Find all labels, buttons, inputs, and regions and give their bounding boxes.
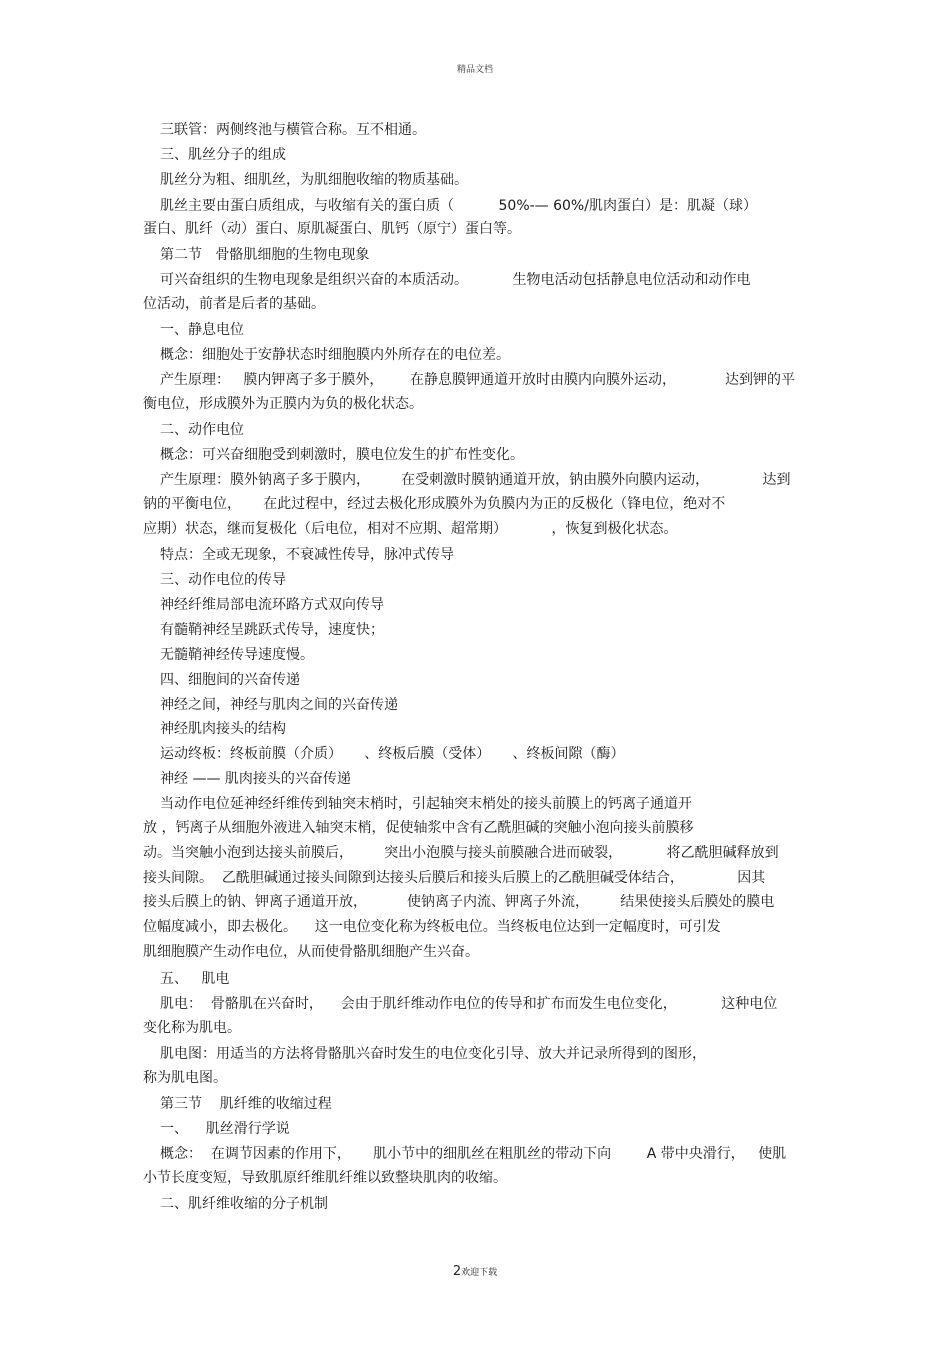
page-footer xyxy=(0,1260,950,1279)
text-line: 衡电位，形成膜外为正膜内为负的极化状态。 xyxy=(143,396,423,412)
text-line: 肌电： 骨骼肌在兴奋时， 会由于肌纤维动作电位的传导和扩布而发生电位变化， 这种电位 xyxy=(160,996,778,1012)
text-line: 肌丝分为粗、细肌丝，为肌细胞收缩的物质基础。 xyxy=(160,172,468,188)
text-line: 位活动，前者是后者的基础。 xyxy=(143,296,325,312)
text-line: 有髓鞘神经呈跳跃式传导，速度快； xyxy=(160,622,384,638)
text-line: 神经纤维局部电流环路方式双向传导 xyxy=(160,597,384,613)
text-line: 肌丝主要由蛋白质组成，与收缩有关的蛋白质（ 50%-— 60%/肌肉蛋白）是：肌凝（球） xyxy=(160,198,757,214)
text-line: 小节长度变短，导致肌原纤维肌纤维以致整块肌肉的收缩。 xyxy=(143,1170,507,1186)
text-line: 概念：可兴奋细胞受到刺激时，膜电位发生的扩布性变化。 xyxy=(160,447,524,463)
text-line: 动。当突触小泡到达接头前膜后， 突出小泡膜与接头前膜融合进而破裂， 将乙酰胆碱释放到 xyxy=(143,845,779,861)
text-line: 应期）状态，继而复极化（后电位，相对不应期、超常期） ，恢复到极化状态。 xyxy=(143,521,678,537)
page-number: 2 xyxy=(452,1264,462,1279)
text-line: 肌电图：用适当的方法将骨骼肌兴奋时发生的电位变化引导、放大并记录所得到的图形， xyxy=(160,1046,706,1062)
text-line: 当动作电位延神经纤维传到轴突末梢时，引起轴突末梢处的接头前膜上的钙离子通道开 xyxy=(160,796,692,812)
text-line: 放 ，钙离子从细胞外液进入轴突末梢，促使轴浆中含有乙酰胆碱的突触小泡向接头前膜移 xyxy=(143,820,694,836)
section-heading: 三、动作电位的传导 xyxy=(160,572,286,588)
text-line: 肌细胞膜产生动作电位，从而使骨骼肌细胞产生兴奋。 xyxy=(143,944,479,960)
text-line: 神经肌肉接头的结构 xyxy=(160,721,286,737)
text-line: 钠的平衡电位， 在此过程中，经过去极化形成膜外为负膜内为正的反极化（锋电位，绝对不 xyxy=(143,496,726,512)
text-line: 特点：全或无现象，不衰减性传导，脉冲式传导 xyxy=(160,547,454,563)
section-heading: 二、肌纤维收缩的分子机制 xyxy=(160,1196,328,1212)
section-heading: 四、细胞间的兴奋传递 xyxy=(160,672,300,688)
text-line: 神经 —— 肌肉接头的兴奋传递 xyxy=(160,771,351,787)
text-line: 变化称为肌电。 xyxy=(143,1020,241,1036)
chapter-heading: 第二节 骨骼肌细胞的生物电现象 xyxy=(160,247,370,263)
section-heading: 一、 肌丝滑行学说 xyxy=(160,1121,290,1137)
text-line: 位幅度减小，即去极化。 这一电位变化称为终板电位。当终板电位达到一定幅度时，可引发 xyxy=(143,919,721,935)
text-line: 产生原理： 膜内钾离子多于膜外， 在静息膜钾通道开放时由膜内向膜外运动， 达到钾的平 xyxy=(160,372,796,388)
text-line: 三联管：两侧终池与横管合称。互不相通。 xyxy=(160,122,426,138)
text-line: 接头间隙。 乙酰胆碱通过接头间隙到达接头后膜后和接头后膜上的乙酰胆碱受体结合， 因其 xyxy=(143,870,766,886)
footer-text: 欢迎下载 xyxy=(461,1268,498,1278)
text-line: 神经之间，神经与肌肉之间的兴奋传递 xyxy=(160,697,398,713)
text-line: 蛋白、肌纤（动）蛋白、原肌凝蛋白、肌钙（原宁）蛋白等。 xyxy=(143,221,521,237)
text-line: 接头后膜上的钠、钾离子通道开放， 使钠离子内流、钾离子外流， 结果使接头后膜处的膜电 xyxy=(143,894,775,910)
text-line: 概念：细胞处于安静状态时细胞膜内外所存在的电位差。 xyxy=(160,347,510,363)
section-heading: 五、 肌电 xyxy=(160,971,230,987)
text-line: 产生原理：膜外钠离子多于膜内， 在受刺激时膜钠通道开放，钠由膜外向膜内运动， 达到 xyxy=(160,472,791,488)
chapter-heading: 第三节 肌纤维的收缩过程 xyxy=(160,1096,332,1112)
text-line: 运动终板：终板前膜（介质） 、终板后膜（受体） 、终板间隙（酶） xyxy=(160,746,625,762)
text-line: 无髓鞘神经传导速度慢。 xyxy=(160,647,314,663)
text-line: 概念： 在调节因素的作用下， 肌小节中的细肌丝在粗肌丝的带动下向 A 带中央滑行， 使肌 xyxy=(160,1146,787,1162)
text-line: 称为肌电图。 xyxy=(143,1070,227,1086)
section-heading: 一、静息电位 xyxy=(160,322,244,338)
section-heading: 二、动作电位 xyxy=(160,422,244,438)
text-line: 可兴奋组织的生物电现象是组织兴奋的本质活动。 生物电活动包括静息电位活动和动作电 xyxy=(160,272,751,288)
page-header: 精品文档 xyxy=(456,65,493,75)
section-heading: 三、肌丝分子的组成 xyxy=(160,147,286,163)
